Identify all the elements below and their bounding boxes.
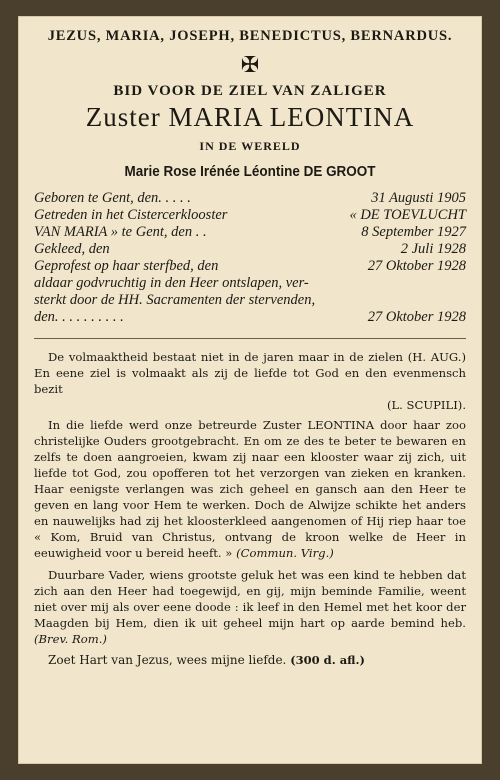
- event-label: Getreden in het Cistercerklooster: [34, 207, 228, 223]
- event-label: Geprofest op haar sterfbed, den: [34, 258, 219, 274]
- event-row: [34, 258, 466, 275]
- event-date: « DE TOEVLUCHT: [349, 207, 466, 223]
- invocation-header: JEZUS, MARIA, JOSEPH, BENEDICTUS, BERNARDUS.: [47, 28, 453, 44]
- closing-prayer: [34, 653, 466, 667]
- biography-source: (Commun. Virg.): [236, 546, 334, 560]
- event-row: [34, 207, 466, 224]
- event-date: 27 Oktober 1928: [367, 258, 466, 274]
- event-date: 2 Juli 1928: [400, 241, 466, 257]
- event-date: 27 Oktober 1928: [367, 309, 466, 325]
- quote-paragraph: [34, 349, 466, 397]
- closing-prayer-text: Zoet Hart van Jezus, wees mijne liefde.: [48, 653, 287, 667]
- cross-icon: ✠: [240, 53, 260, 78]
- event-row: [34, 241, 466, 258]
- event-row: [34, 275, 466, 292]
- divider: [34, 338, 466, 339]
- civil-name: Marie Rose Irénée Léontine DE GROOT: [124, 164, 376, 180]
- quote-source: (L. SCUPILI).: [386, 398, 466, 412]
- event-row: [34, 224, 466, 241]
- event-label: Gekleed, den: [34, 241, 110, 257]
- memorial-text: [34, 349, 466, 647]
- world-label: IN DE WERELD: [199, 139, 301, 153]
- farewell-source: (Brev. Rom.): [34, 632, 107, 646]
- prayer-title: BID VOOR DE ZIEL VAN ZALIGER: [113, 83, 387, 99]
- event-label: Geboren te Gent, den. . . . .: [34, 190, 191, 206]
- event-label: aldaar godvruchtig in den Heer ontslapen, ver-: [34, 275, 309, 291]
- quote-text: De volmaaktheid bestaat niet in de jaren maar in de zielen (H. AUG.) En eene ziel is volmaakt als zij de liefde tot God en den evenmensch bezit: [34, 350, 466, 396]
- biography-text: In die liefde werd onze betreurde Zuster LEONTINA door haar zoo christelijke Ouders grootgebracht. En om ze des te beter te bewaren en zelfs te doen aangroeien, kwam zij naar een klooster waar zij zich, uit liefde tot God, zou opofferen tot het verzorgen van zieken en kranken. Haar eenigste verlangen was zich geheel en gansch aan den Heer te geven en lang voor Hem te werken. Doch de Alwijze schikte het anders en nauwelijks had zij het kloosterkleed aangenomen of Hij riep haar toe « Kom, Bruid van Christus, ontvang de kroon welke de Heer in eeuwigheid voor u bereid heeft. »: [34, 418, 466, 560]
- event-label: sterkt door de HH. Sacramenten der stervenden,: [34, 292, 316, 308]
- religious-name: Zuster MARIA LEONTINA: [85, 102, 415, 132]
- indulgence-note: (300 d. afl.): [290, 653, 365, 667]
- event-label: den. . . . . . . . . .: [34, 309, 124, 325]
- event-date: 8 September 1927: [361, 224, 466, 240]
- farewell-paragraph: [34, 567, 466, 647]
- event-date: 31 Augusti 1905: [371, 190, 466, 206]
- biography-paragraph: [34, 417, 466, 561]
- event-label: VAN MARIA » te Gent, den . .: [34, 224, 207, 240]
- life-events: [34, 190, 466, 326]
- farewell-text: Duurbare Vader, wiens grootste geluk het was een kind te hebben dat zich aan den Heer had toegewijd, en gij, mijn beminde Familie, weent niet over mij als over eene doode : ik leef in den Hemel met het koor der Maagden bij Hem, dien ik uit geheel mijn hart op aarde bemind heb.: [34, 568, 466, 630]
- event-row: [34, 309, 466, 326]
- event-row: [34, 292, 466, 309]
- memorial-card: [18, 16, 482, 764]
- event-row: [34, 190, 466, 207]
